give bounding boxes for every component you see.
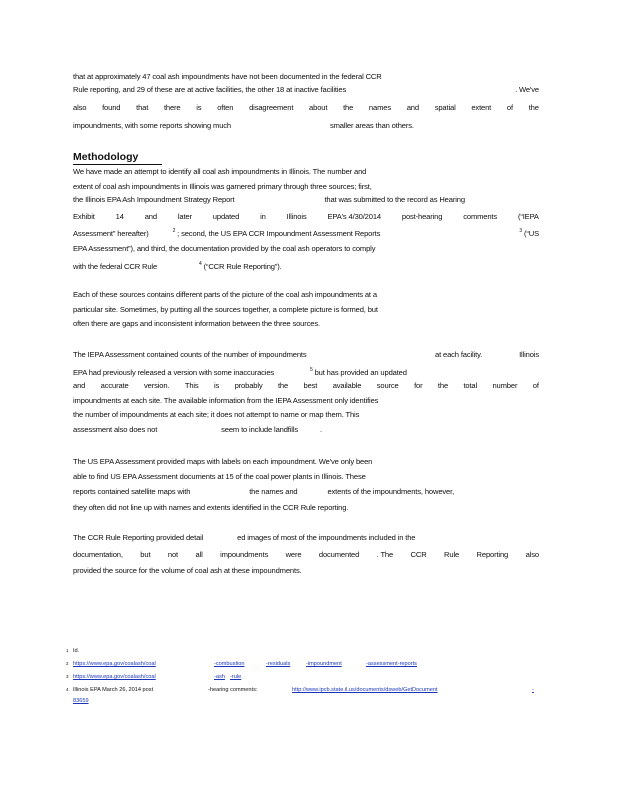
p3-line-2 [73, 365, 539, 378]
body-word: found [102, 103, 121, 112]
body-word: the [277, 381, 289, 390]
intro-text: Rule reporting, and 29 of these are at active facilities, the other 18 at inactive facilities [73, 85, 347, 94]
p1-line-7 [73, 259, 539, 272]
footnote-mark: 2 [66, 661, 69, 666]
body-word: that [136, 103, 149, 112]
p5-line-1 [73, 533, 539, 543]
footnote-link[interactable]: -rule [230, 674, 242, 680]
body-word: number [492, 381, 518, 390]
p1-line-3 [73, 195, 539, 205]
p3-line-1 [73, 350, 539, 360]
footnote-text: Id. [73, 648, 80, 654]
body-word: of [532, 381, 539, 390]
body-word: Rule [444, 550, 460, 559]
body-word: CCR [410, 550, 427, 559]
p4-line-2 [73, 472, 539, 482]
p1-line-5 [73, 226, 539, 239]
body-word: disagreement [249, 103, 294, 112]
footnote-link[interactable]: http://www.ipcb.state.il.us/documents/dsweb/GetDocument [292, 687, 438, 693]
body-word: later [177, 212, 192, 221]
p1-line-1 [73, 167, 539, 177]
body-word: the [528, 103, 539, 112]
body-text: at each facility. [435, 350, 483, 359]
body-word: for [414, 381, 423, 390]
footnote-ref: 4 [198, 261, 202, 267]
body-text: The US EPA Assessment provided maps with labels on each impoundment. We've only been [73, 457, 373, 466]
body-text: the number of impoundments at each site; it does not attempt to name or map them. This [73, 410, 360, 419]
body-word: updated [212, 212, 240, 221]
body-word: documented [318, 550, 360, 559]
body-word: in [260, 212, 266, 221]
body-word: 14 [115, 212, 124, 221]
p2-line-3 [73, 319, 539, 329]
p3-line-3 [73, 381, 539, 391]
body-word: and [73, 381, 86, 390]
intro-line-4 [73, 121, 539, 131]
intro-text: . We've [515, 85, 539, 94]
body-text: the Illinois EPA Ash Impoundment Strategy Report [73, 195, 235, 204]
body-word: extent [471, 103, 492, 112]
p3-line-4 [73, 396, 539, 406]
body-word: source [376, 381, 399, 390]
body-text: they often did not line up with names and extents identified in the CCR Rule reporting. [73, 503, 349, 512]
p5-line-2 [73, 550, 539, 560]
intro-line-1 [73, 72, 539, 82]
body-word: EPA's 4/30/2014 [327, 212, 381, 221]
body-text: assessment also does not [73, 425, 158, 434]
body-word: is [196, 103, 202, 112]
footnote-link[interactable]: https://www.epa.gov/coalash/coal [73, 674, 156, 680]
body-text: The CCR Rule Reporting provided detail [73, 533, 204, 542]
body-text: provided the source for the volume of coal ash at these impoundments. [73, 566, 302, 575]
body-word: best [303, 381, 318, 390]
body-word: spatial [434, 103, 456, 112]
body-word: . The [376, 550, 394, 559]
footnote-link[interactable]: -ash [214, 674, 225, 680]
body-word: impoundments [220, 550, 269, 559]
intro-line-2 [73, 85, 539, 95]
section-heading: Methodology [73, 151, 162, 165]
footnote-mark: 4 [66, 687, 69, 692]
body-text: EPA Assessment”), and third, the documentation provided by the coal ash operators to comply [73, 244, 376, 253]
footnote-ref: 2 [172, 228, 176, 234]
intro-text: smaller areas than others. [329, 121, 414, 130]
body-word: there [163, 103, 181, 112]
body-word: probably [234, 381, 263, 390]
footnote-text: -hearing comments: [208, 687, 258, 693]
footnote-link[interactable]: -assessment-reports [366, 661, 417, 667]
body-text: reports contained satellite maps with [73, 487, 191, 496]
body-text: that was submitted to the record as Hearing [324, 195, 465, 204]
body-word: available [332, 381, 362, 390]
footnote-link[interactable]: - [532, 687, 534, 693]
body-word: total [463, 381, 478, 390]
body-text: impoundments at each site. The available information from the IEPA Assessment only identifies [73, 396, 379, 405]
body-word: This [184, 381, 199, 390]
body-word: Illinois [286, 212, 307, 221]
intro-line-3 [73, 103, 539, 113]
body-text: Each of these sources contains different parts of the picture of the coal ash impoundments at a [73, 290, 377, 299]
footnote-link[interactable]: 83659 [73, 698, 89, 704]
body-word: all [195, 550, 203, 559]
body-text: . [319, 425, 322, 434]
footnote-mark: 3 [66, 674, 69, 679]
body-word: version. [144, 381, 170, 390]
body-word: the [343, 103, 354, 112]
body-text: but has provided an updated [314, 368, 407, 377]
p1-line-2 [73, 182, 539, 192]
p4-line-4 [73, 503, 539, 513]
footnote-link[interactable]: https://www.epa.gov/coalash/coal [73, 661, 156, 667]
body-text: the names and [249, 487, 298, 496]
p1-line-6 [73, 244, 539, 254]
p4-line-1 [73, 457, 539, 467]
body-text: (“CCR Rule Reporting”). [203, 262, 282, 271]
body-text: (“US [523, 229, 539, 238]
body-text: Assessment” hereafter) [73, 229, 149, 238]
body-text: with the federal CCR Rule [73, 262, 158, 271]
body-text: extents of the impoundments, however, [327, 487, 455, 496]
body-word: Exhibit [73, 212, 95, 221]
body-text: able to find US EPA Assessment documents at 15 of the coal power plants in Illinois. These [73, 472, 366, 481]
body-word: is [214, 381, 220, 390]
body-word: of [506, 103, 513, 112]
footnote-ref: 3 [519, 228, 523, 234]
body-word: Reporting [476, 550, 509, 559]
p3-line-6 [73, 425, 539, 435]
body-word: often [217, 103, 234, 112]
body-word: post-hearing [401, 212, 443, 221]
body-text: seem to include landfills [221, 425, 299, 434]
intro-text: that at approximately 47 coal ash impoundments have not been documented in the federal CCR [73, 72, 382, 81]
footnote-mark: 1 [66, 648, 69, 653]
p3-line-5 [73, 410, 539, 420]
body-text: We have made an attempt to identify all coal ash impoundments in Illinois. The number and [73, 167, 367, 176]
body-word: and [406, 103, 419, 112]
body-text: ed images of most of the impoundments included in the [237, 533, 416, 542]
body-word: comments [463, 212, 498, 221]
p2-line-2 [73, 305, 539, 315]
intro-text: impoundments, with some reports showing much [73, 121, 232, 130]
p5-line-3 [73, 566, 539, 576]
body-text: EPA had previously released a version with some inaccuracies [73, 368, 275, 377]
p2-line-1 [73, 290, 539, 300]
body-word: about [309, 103, 328, 112]
body-word: the [437, 381, 449, 390]
body-text: particular site. Sometimes, by putting all the sources together, a complete picture is formed, but [73, 305, 378, 314]
footnote-link[interactable]: -combustion [214, 661, 245, 667]
body-word: not [167, 550, 178, 559]
body-word: (“IEPA [517, 212, 539, 221]
body-word: but [140, 550, 151, 559]
footnote-text: Illinois EPA March 26, 2014 post [73, 687, 154, 693]
body-word: accurate [100, 381, 129, 390]
p4-line-3 [73, 487, 539, 497]
body-text: Illinois [519, 350, 539, 359]
body-word: also [525, 550, 539, 559]
footnote-link[interactable]: -impoundment [306, 661, 342, 667]
body-word: and [144, 212, 157, 221]
footnote-ref: 5 [310, 367, 313, 373]
p1-line-4 [73, 212, 539, 222]
body-word: were [285, 550, 302, 559]
body-text: extent of coal ash impoundments in Illinois was garnered primary through three sources; first, [73, 182, 372, 191]
body-word: documentation, [73, 550, 123, 559]
body-text: The IEPA Assessment contained counts of the number of impoundments [73, 350, 307, 359]
body-word: names [368, 103, 391, 112]
footnote-link[interactable]: -residuals [266, 661, 291, 667]
body-text: often there are gaps and inconsistent information between the three sources. [73, 319, 320, 328]
body-text: ; second, the US EPA CCR Impoundment Assessment Reports [177, 229, 381, 238]
body-word: also [73, 103, 87, 112]
